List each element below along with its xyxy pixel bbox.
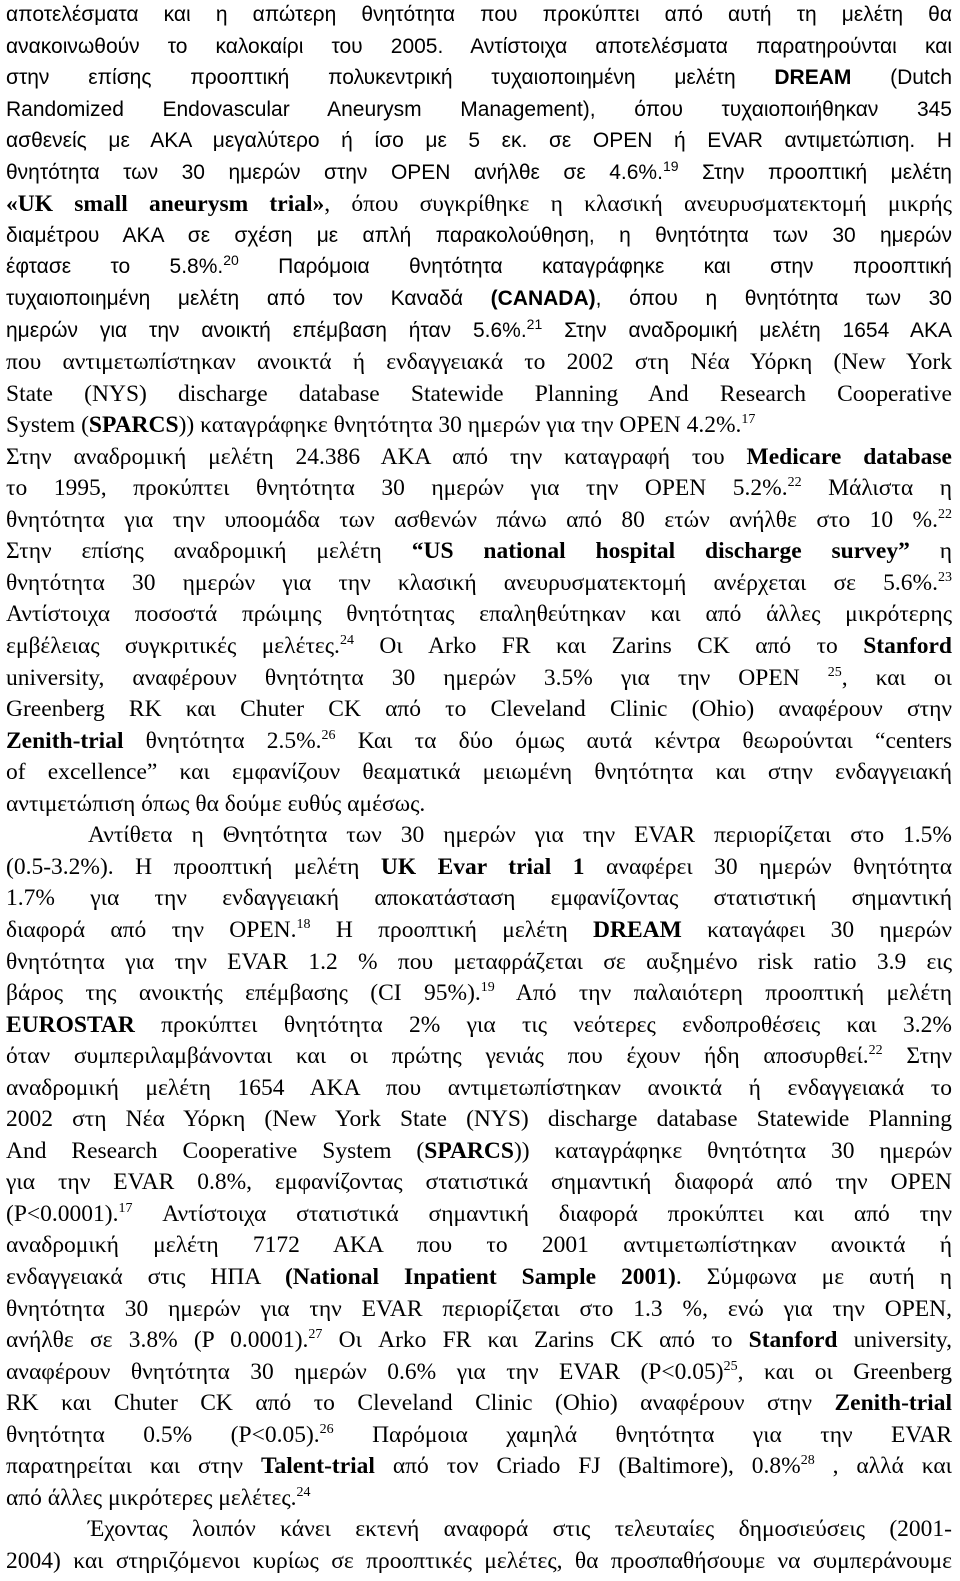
text-line: ημερών για την ανοικτή επέμβαση ήταν 5.6%.$^{21}$ Στην αναδρομική μελέτη 1654 ΑΚΑ <box>6 317 952 342</box>
text-line: of excellence” και εμφανίζουν θεαματικά μειωμένη θνητότητα και στην ενδαγγειακή <box>6 759 952 786</box>
text-line: όταν συμπεριλαμβάνονται και οι πρώτης γενιάς που έχουν ήδη αποσυρθεί.$^{22}$ Στην <box>6 1043 952 1070</box>
text-line: θνητότητα για την υποομάδα των ασθενών πάνω από 80 ετών ανήλθε στο 10 %.$^{22}$ <box>6 506 952 533</box>
text-line: θνητότητα των 30 ημερών στην OPEN ανήλθε σε 4.6%.$^{19}$ Στην προοπτική μελέτη <box>6 159 952 184</box>
text-line: Randomized Endovascular Aneurysm Management), όπου τυχαιοποιήθηκαν 345 <box>6 97 952 121</box>
text-line: θνητότητα 30 ημερών για την EVAR περιορίζεται στο 1.3 %, ενώ για την OPEN, <box>6 1295 952 1322</box>
text-line: θνητότητα 30 ημερών για την κλασική ανευρυσματεκτομή ανέρχεται σε 5.6%.$^{23}$ <box>6 569 952 596</box>
text-line: 1.7% για την ενδαγγειακή αποκατάσταση εμφανίζοντας στατιστική σημαντική <box>6 885 952 912</box>
text-line: τυχαιοποιημένη μελέτη από τον Καναδά (CANADA), όπου η θνητότητα των 30 <box>6 286 952 310</box>
text-line: στην επίσης προοπτική πολυκεντρική τυχαιοποιημένη μελέτη DREAM (Dutch <box>6 66 952 90</box>
text-line: ανακοινωθούν το καλοκαίρι του 2005. Αντίστοιχα αποτελέσματα παρατηρούνται και <box>6 34 952 58</box>
text-line: Zenith-trial θνητότητα 2.5%.$^{26}$ Και τα δύο όμως αυτά κέντρα θεωρούνται “centers <box>6 727 952 754</box>
text-line: And Research Cooperative System (SPARCS)) καταγράφηκε θνητότητα 30 ημερών <box>6 1137 952 1164</box>
text-line: διαφορά από την OPEN.$^{18}$ Η προοπτική μελέτη DREAM καταγάφει 30 ημερών <box>6 916 952 943</box>
text-line: αναφέρουν θνητότητα 30 ημερών 0.6% για την EVAR (P<0.05)$^{25}$, και οι Greenberg <box>6 1358 952 1385</box>
text-line: θνητότητα 0.5% (P<0.05).$^{26}$ Παρόμοια χαμηλά θνητότητα για την EVAR <box>6 1421 952 1448</box>
text-line: από άλλες μικρότερες μελέτες.$^{24}$ <box>6 1484 311 1511</box>
text-line: αποτελέσματα και η απώτερη θνητότητα που προκύπτει από αυτή τη μελέτη θα <box>6 3 952 26</box>
text-line: Αντίστοιχα ποσοστά πρώιμης θνητότητας επαληθεύτηκαν και από άλλες μικρότερης <box>6 601 952 628</box>
text-line: 2002 στη Νέα Υόρκη (New York State (NYS) discharge database Statewide Planning <box>6 1106 952 1133</box>
text-line: Έχοντας λοιπόν κάνει εκτενή αναφορά στις τελευταίες δημοσιεύσεις (2001- <box>88 1516 952 1543</box>
text-line: ενδαγγειακά στις ΗΠΑ (National Inpatient Sample 2001). Σύμφωνα με αυτή η <box>6 1264 952 1290</box>
text-line: εμβέλειας συγκριτικές μελέτες.$^{24}$ Οι Arko FR και Zarins CK από το Stanford <box>6 633 952 659</box>
text-line: (0.5-3.2%). Η προοπτική μελέτη UK Evar trial 1 αναφέρει 30 ημερών θνητότητα <box>6 853 952 880</box>
text-line: για την EVAR 0.8%, εμφανίζοντας στατιστικά σημαντική διαφορά από την OPEN <box>6 1169 952 1196</box>
text-line: βάρος της ανοικτής επέμβασης (CI 95%).$^{19}$ Από την παλαιότερη προοπτική μελέτη <box>6 980 952 1007</box>
text-line: university, αναφέρουν θνητότητα 30 ημερών 3.5% για την OPEN $^{25}$, και οι <box>6 664 952 691</box>
text-line: αναδρομική μελέτη 7172 ΑΚΑ που το 2001 αντιμετωπίστηκαν ανοικτά ή <box>6 1232 952 1259</box>
text-line: ασθενείς με ΑΚΑ μεγαλύτερο ή ίσο με 5 εκ. σε OPEN ή EVAR αντιμετώπιση. Η <box>6 129 952 153</box>
text-line: παρατηρείται και στην Talent-trial από τον Criado FJ (Baltimore), 0.8%$^{28}$ , αλλά και <box>6 1453 952 1480</box>
text-line: (P<0.0001).$^{17}$ Αντίστοιχα στατιστικά σημαντική διαφορά προκύπτει και από την <box>6 1200 952 1227</box>
text-line: Greenberg RK και Chuter CK από το Cleveland Clinic (Ohio) αναφέρουν στην <box>6 696 952 723</box>
text-line: System (SPARCS)) καταγράφηκε θνητότητα 30 ημερών για την OPEN 4.2%.$^{17}$ <box>6 412 756 439</box>
text-line: Αντίθετα η Θνητότητα των 30 ημερών για την EVAR περιορίζεται στο 1.5% <box>88 822 952 849</box>
text-line: αναδρομική μελέτη 1654 ΑΚΑ που αντιμετωπίστηκαν ανοικτά ή ενδαγγειακά το <box>6 1074 952 1101</box>
text-line: ανήλθε σε 3.8% (P 0.0001).$^{27}$ Οι Arko FR και Zarins CK από το Stanford university, <box>6 1327 952 1354</box>
text-line: διαμέτρου ΑΚΑ σε σχέση με απλή παρακολούθηση, η θνητότητα των 30 ημερών <box>6 223 952 247</box>
text-line: State (NYS) discharge database Statewide Planning And Research Cooperative <box>6 380 952 407</box>
text-line: το 1995, προκύπτει θνητότητα 30 ημερών για την OPEN 5.2%.$^{22}$ Μάλιστα η <box>6 475 952 502</box>
text-line: EUROSTAR προκύπτει θνητότητα 2% για τις νεότερες ενδοπροθέσεις και 3.2% <box>6 1011 952 1038</box>
text-line: Στην αναδρομική μελέτη 24.386 ΑΚΑ από την καταγραφή του Medicare database <box>6 443 952 470</box>
text-line: «UK small aneurysm trial», όπου συγκρίθηκε η κλασική ανευρυσματεκτομή μικρής <box>6 191 952 218</box>
text-line: έφτασε το 5.8%.$^{20}$ Παρόμοια θνητότητα καταγράφηκε και στην προοπτική <box>6 254 952 279</box>
text-line: 2004) και στηριζόμενοι κυρίως σε προοπτικές μελέτες, θα προσπαθήσουμε να συμπεράνουμε <box>6 1547 952 1574</box>
text-line: που αντιμετωπίστηκαν ανοικτά ή ενδαγγειακά το 2002 στη Νέα Υόρκη (New York <box>6 349 952 376</box>
text-line: θνητότητα για την EVAR 1.2 % που μεταφράζεται σε αυξημένο risk ratio 3.9 εις <box>6 948 952 975</box>
text-line: αντιμετώπιση όπως θα δούμε ευθύς αμέσως. <box>6 790 426 817</box>
text-line: Στην επίσης αναδρομική μελέτη “US national hospital discharge survey” η <box>6 538 952 565</box>
text-line: RK και Chuter CK από το Cleveland Clinic (Ohio) αναφέρουν στην Zenith-trial <box>6 1390 952 1417</box>
